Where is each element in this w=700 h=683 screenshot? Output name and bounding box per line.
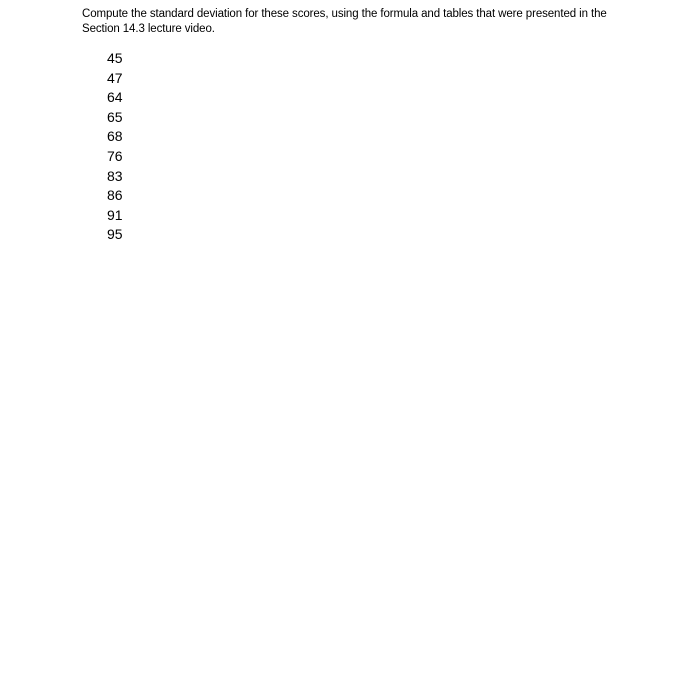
question-prompt: Compute the standard deviation for these scores, using the formula and tables that were presented in the Section 14.3 lecture video. [82, 8, 607, 35]
score-item: 91 [107, 206, 123, 223]
score-item: 76 [107, 147, 123, 164]
score-item: 45 [107, 50, 123, 66]
score-item: 83 [107, 167, 123, 184]
score-item: 68 [107, 128, 123, 145]
score-item: 64 [107, 89, 123, 106]
score-item: 47 [107, 69, 123, 86]
score-item: 95 [107, 226, 123, 243]
scores-list [107, 49, 123, 245]
score-item: 65 [107, 108, 123, 125]
score-item: 86 [107, 187, 123, 204]
